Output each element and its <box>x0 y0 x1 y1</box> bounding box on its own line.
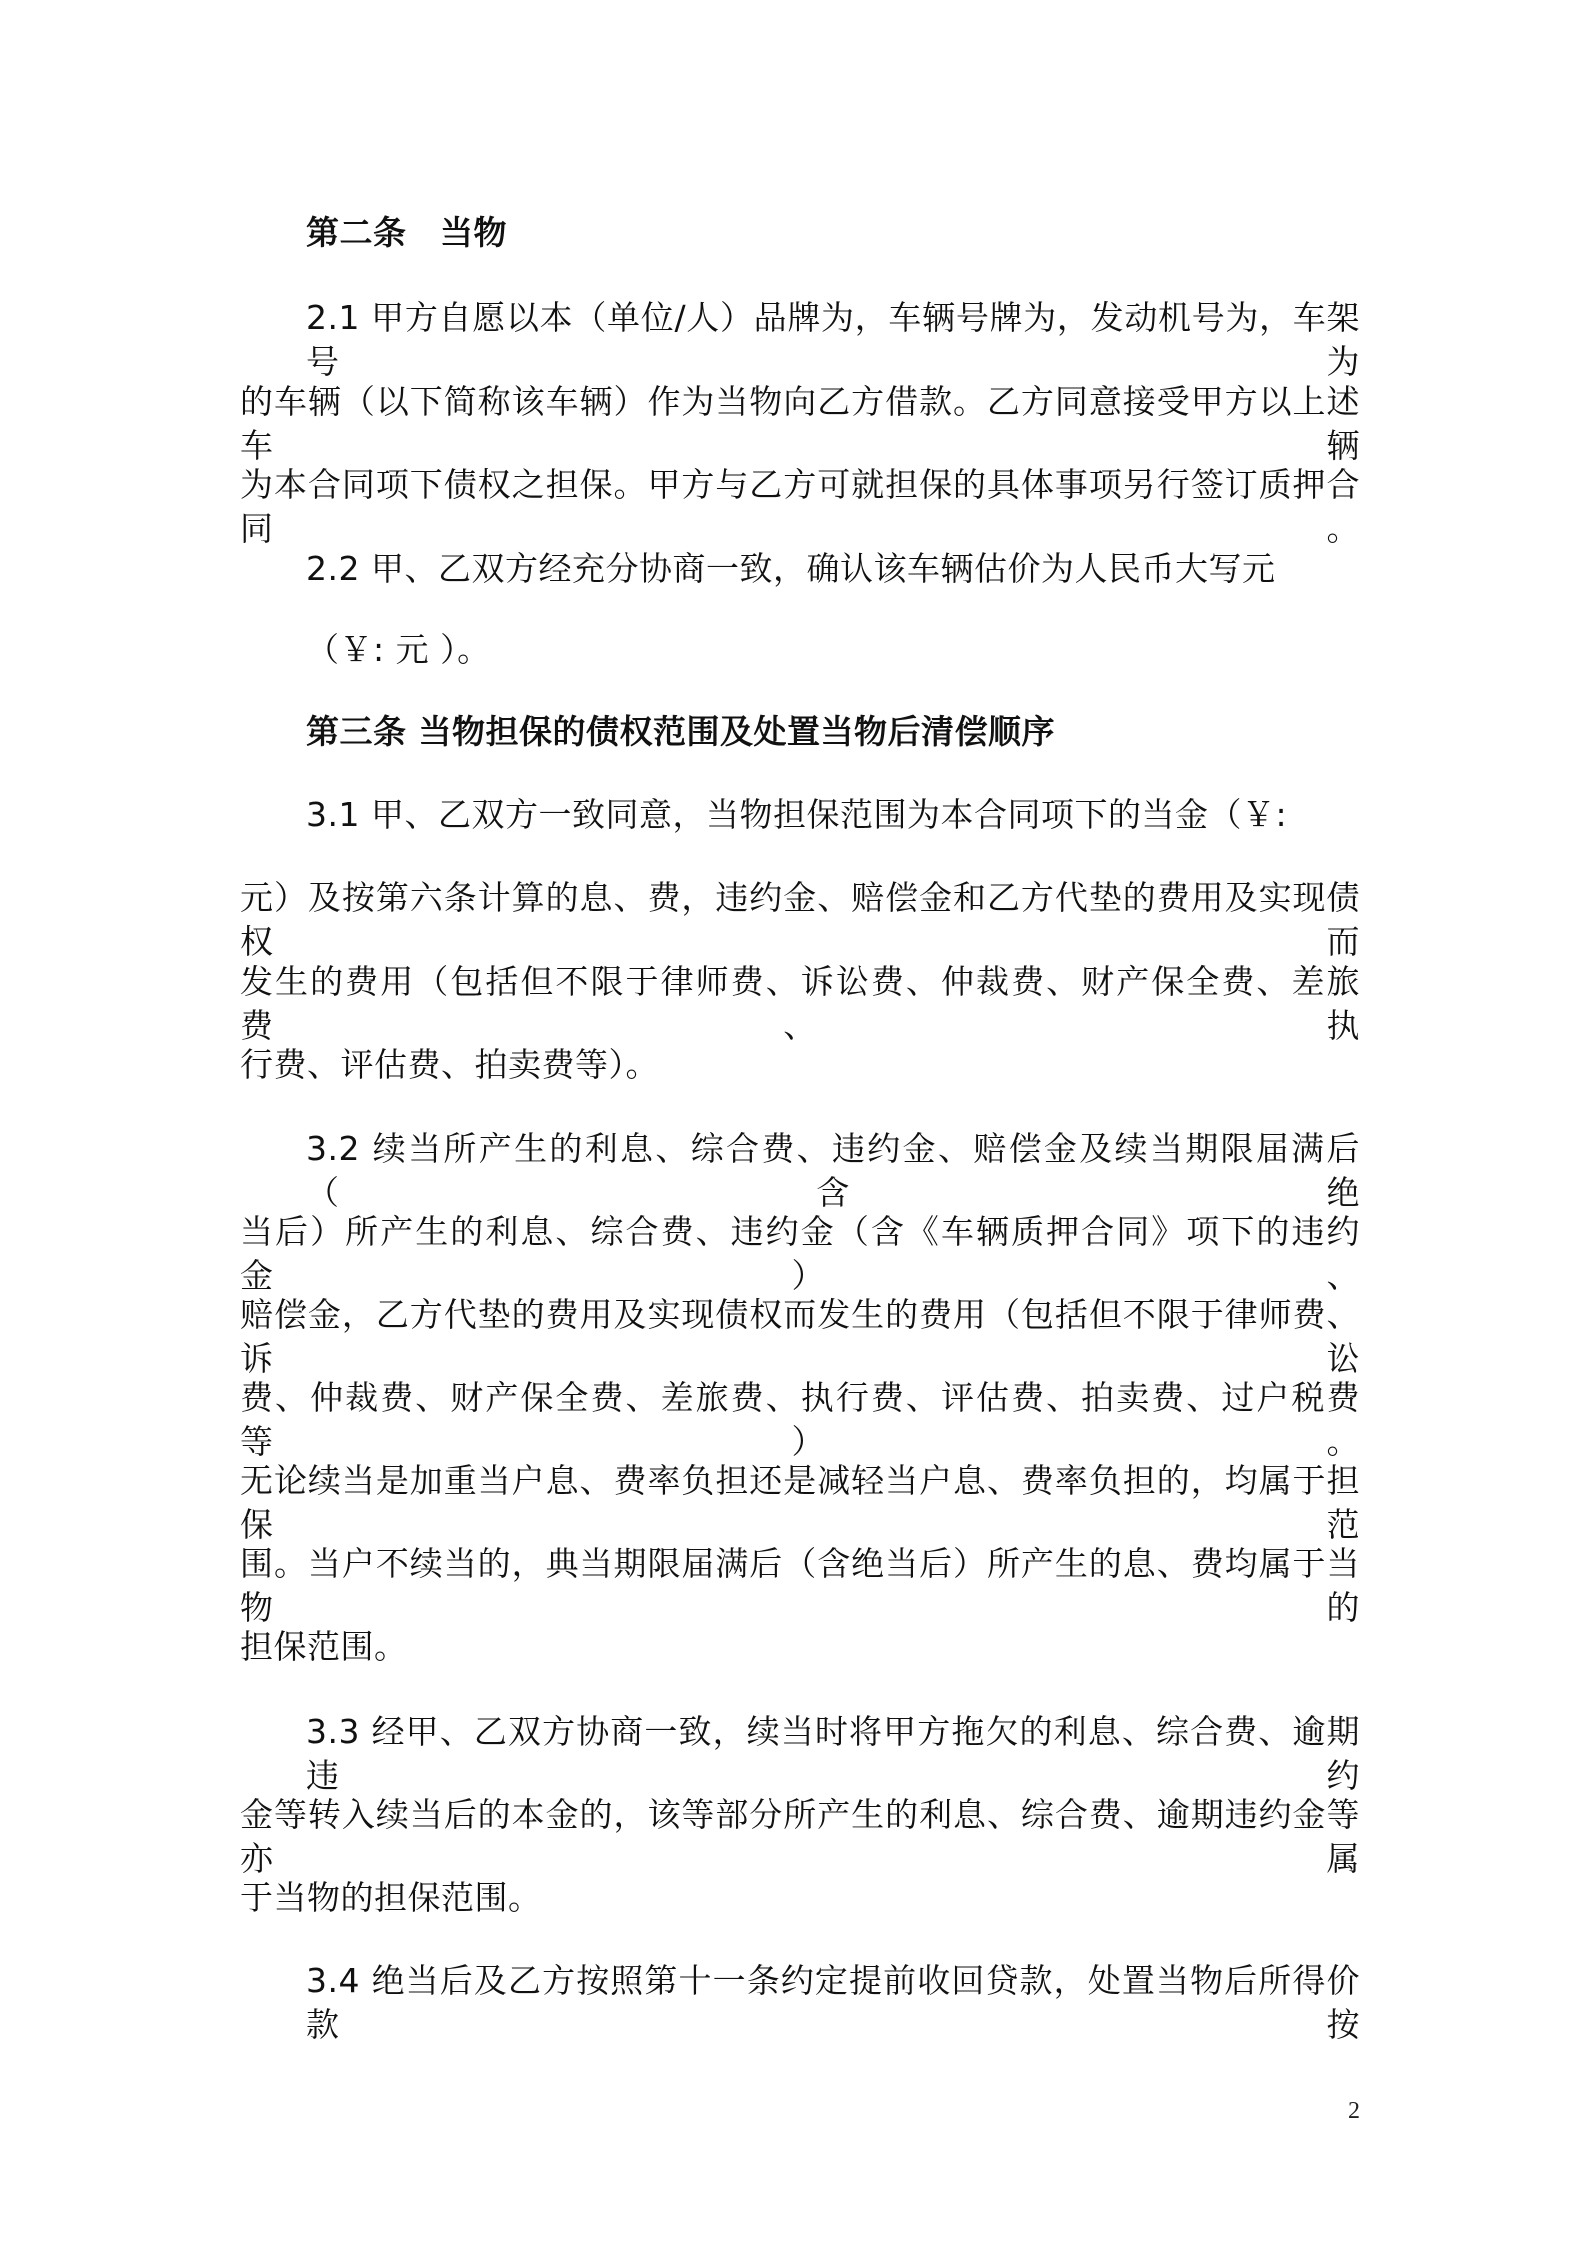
paragraph-line: 的车辆（以下简称该车辆）作为当物向乙方借款。乙方同意接受甲方以上述车辆 <box>240 382 1360 465</box>
paragraph-line: 担保范围。 <box>240 1627 408 1666</box>
section-heading: 第三条 当物担保的债权范围及处置当物后清偿顺序 <box>306 712 1055 751</box>
paragraph-line: 3.3 经甲、乙双方协商一致，续当时将甲方拖欠的利息、综合费、逾期违约 <box>306 1712 1360 1795</box>
paragraph-line: 2.1 甲方自愿以本（单位/人）品牌为，车辆号牌为，发动机号为，车架号为 <box>306 298 1360 381</box>
paragraph-line: 当后）所产生的利息、综合费、违约金（含《车辆质押合同》项下的违约金）、 <box>240 1212 1360 1295</box>
paragraph-line: 元）及按第六条计算的息、费，违约金、赔偿金和乙方代垫的费用及实现债权而 <box>240 878 1360 961</box>
paragraph-line: 3.4 绝当后及乙方按照第十一条约定提前收回贷款，处置当物后所得价款按 <box>306 1961 1360 2044</box>
paragraph-line: 金等转入续当后的本金的，该等部分所产生的利息、综合费、逾期违约金等亦属 <box>240 1795 1360 1878</box>
paragraph-line: 2.2 甲、乙双方经充分协商一致，确认该车辆估价为人民币大写元 <box>306 549 1276 588</box>
page-number: 2 <box>1348 2098 1360 2124</box>
section-heading: 第二条 当物 <box>306 213 507 252</box>
paragraph-line: 3.2 续当所产生的利息、综合费、违约金、赔偿金及续当期限届满后（含绝 <box>306 1129 1360 1212</box>
paragraph-line: 围。当户不续当的，典当期限届满后（含绝当后）所产生的息、费均属于当物的 <box>240 1544 1360 1627</box>
paragraph-line: 无论续当是加重当户息、费率负担还是减轻当户息、费率负担的，均属于担保范 <box>240 1461 1360 1544</box>
paragraph-line: 赔偿金，乙方代垫的费用及实现债权而发生的费用（包括但不限于律师费、诉讼 <box>240 1295 1360 1378</box>
paragraph-line: 发生的费用（包括但不限于律师费、诉讼费、仲裁费、财产保全费、差旅费、执 <box>240 962 1360 1045</box>
paragraph-line: 费、仲裁费、财产保全费、差旅费、执行费、评估费、拍卖费、过户税费等）。 <box>240 1378 1360 1461</box>
paragraph-line: 行费、评估费、拍卖费等）。 <box>240 1045 659 1084</box>
paragraph-line: 3.1 甲、乙双方一致同意，当物担保范围为本合同项下的当金（￥: <box>306 795 1288 834</box>
paragraph-line: （￥: 元 ）。 <box>306 630 491 669</box>
paragraph-line: 为本合同项下债权之担保。甲方与乙方可就担保的具体事项另行签订质押合同。 <box>240 465 1360 548</box>
paragraph-line: 于当物的担保范围。 <box>240 1878 542 1917</box>
